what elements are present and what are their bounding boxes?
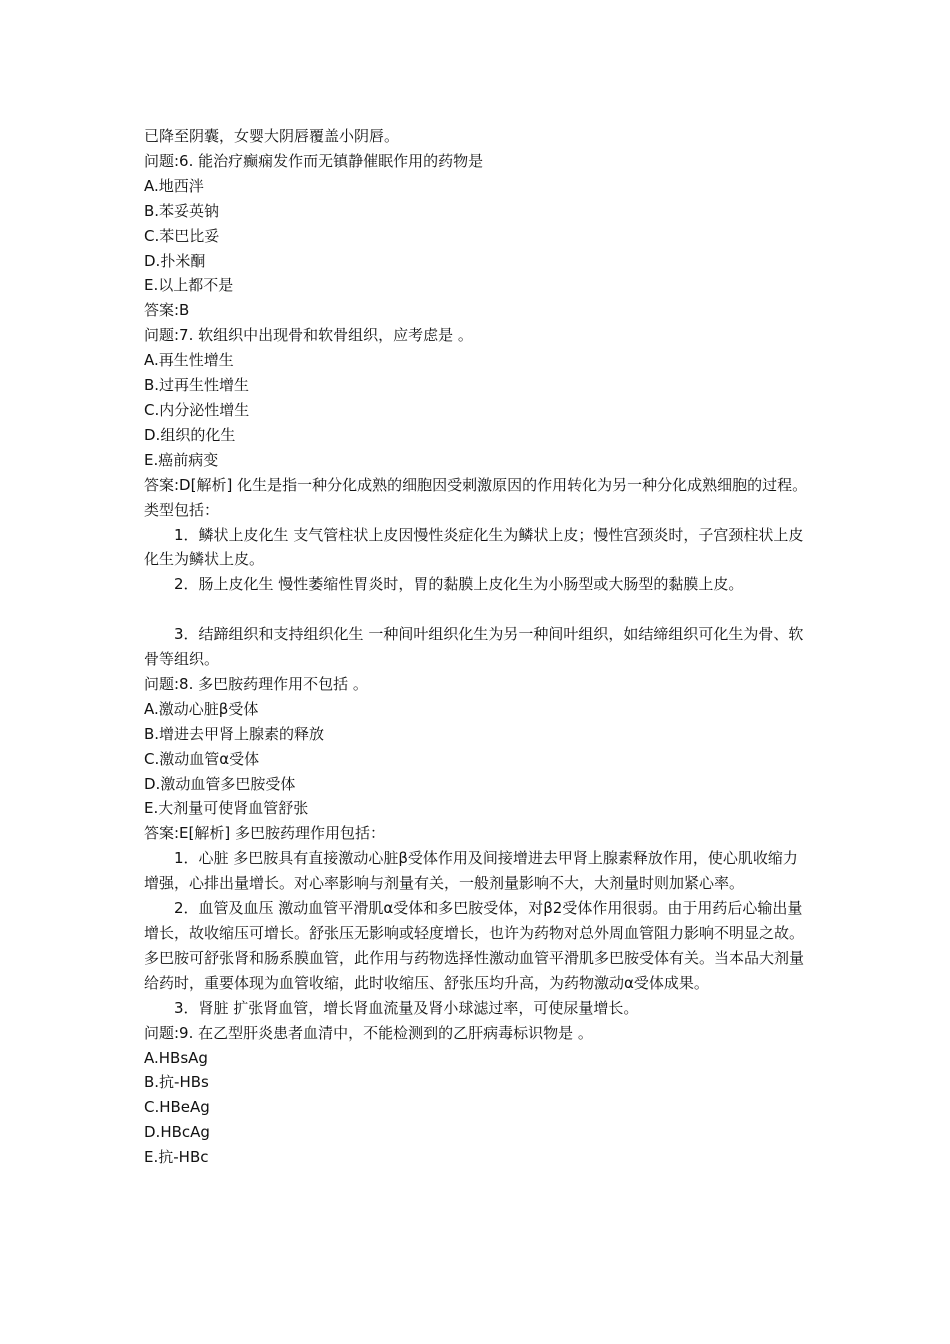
text-line: D.组织的化生 [144, 425, 236, 444]
text-line [144, 597, 808, 622]
text-line: D.HBcAg [144, 1123, 210, 1142]
text-line: B.苯妥英钠 [144, 201, 220, 220]
text-line: 1．心脏 多巴胺具有直接激动心脏β受体作用及间接增进去甲肾上腺素释放作用，使心肌收缩力增强，心排出量增长。对心率影响与剂量有关，一般剂量影响不大，大剂量时则加紧心率。 [144, 849, 798, 893]
text-line: 问题:6. 能治疗癫痫发作而无镇静催眠作用的药物是 [144, 151, 484, 170]
text-line: 3．结蹄组织和支持组织化生 一种间叶组织化生为另一种间叶组织，如结缔组织可化生为骨、软骨等组织。 [144, 625, 804, 669]
text-line: 3．肾脏 扩张肾血管，增长肾血流量及肾小球滤过率，可使尿量增长。 [174, 998, 639, 1017]
text-line: C.激动血管α受体 [144, 749, 260, 768]
text-line: 问题:9. 在乙型肝炎患者血清中，不能检测到的乙肝病毒标识物是 。 [144, 1023, 593, 1042]
text-line: E.以上都不是 [144, 276, 234, 295]
document-page [144, 124, 808, 1170]
text-line: A.激动心脏β受体 [144, 699, 259, 718]
text-line: A.再生性增生 [144, 351, 234, 370]
text-line: E.大剂量可使肾血管舒张 [144, 799, 309, 818]
text-line: 2．肠上皮化生 慢性萎缩性胃炎时，胃的黏膜上皮化生为小肠型或大肠型的黏膜上皮。 [174, 575, 744, 594]
text-line: 答案:B [144, 301, 190, 320]
text-line: A.地西泮 [144, 176, 204, 195]
text-line: E.癌前病变 [144, 450, 219, 469]
text-line: C.内分泌性增生 [144, 400, 250, 419]
text-line: A.HBsAg [144, 1048, 208, 1067]
text-line: D.激动血管多巴胺受体 [144, 774, 296, 793]
text-line: 1．鳞状上皮化生 支气管柱状上皮因慢性炎症化生为鳞状上皮；慢性宫颈炎时，子宫颈柱状上皮化生为鳞状上皮。 [144, 525, 804, 569]
text-line: B.抗-HBs [144, 1073, 209, 1092]
text-line: C.苯巴比妥 [144, 226, 220, 245]
text-line: B.过再生性增生 [144, 376, 250, 395]
text-line: D.扑米酮 [144, 251, 206, 270]
text-line: 2．血管及血压 激动血管平滑肌α受体和多巴胺受体，对β2受体作用很弱。由于用药后心输出量增长，故收缩压可增长。舒张压无影响或轻度增长，也许为药物对总外周血管阻力影响不明显之故。多巴胺可舒张肾和肠系膜血管，此作用与药物选择性激动血管平滑肌多巴胺受体有关。当本品大剂量给药时，重要体现为血管收缩，此时收缩压、舒张压均升高，为药物激动α受体成果。 [144, 899, 805, 992]
text-line: 问题:7. 软组织中出现骨和软骨组织，应考虑是 。 [144, 326, 473, 345]
text-line: B.增进去甲肾上腺素的释放 [144, 724, 325, 743]
text-line: 答案:E[解析] 多巴胺药理作用包括： [144, 824, 386, 843]
text-line: 问题:8. 多巴胺药理作用不包括 。 [144, 674, 368, 693]
text-line: 已降至阴囊，女婴大阴唇覆盖小阴唇。 [144, 127, 400, 145]
text-line: 答案:D[解析] 化生是指一种分化成熟的细胞因受刺激原因的作用转化为另一种分化成熟细胞的过程。类型包括： [144, 475, 808, 519]
text-line: E.抗-HBc [144, 1148, 209, 1167]
text-line: C.HBeAg [144, 1098, 210, 1117]
